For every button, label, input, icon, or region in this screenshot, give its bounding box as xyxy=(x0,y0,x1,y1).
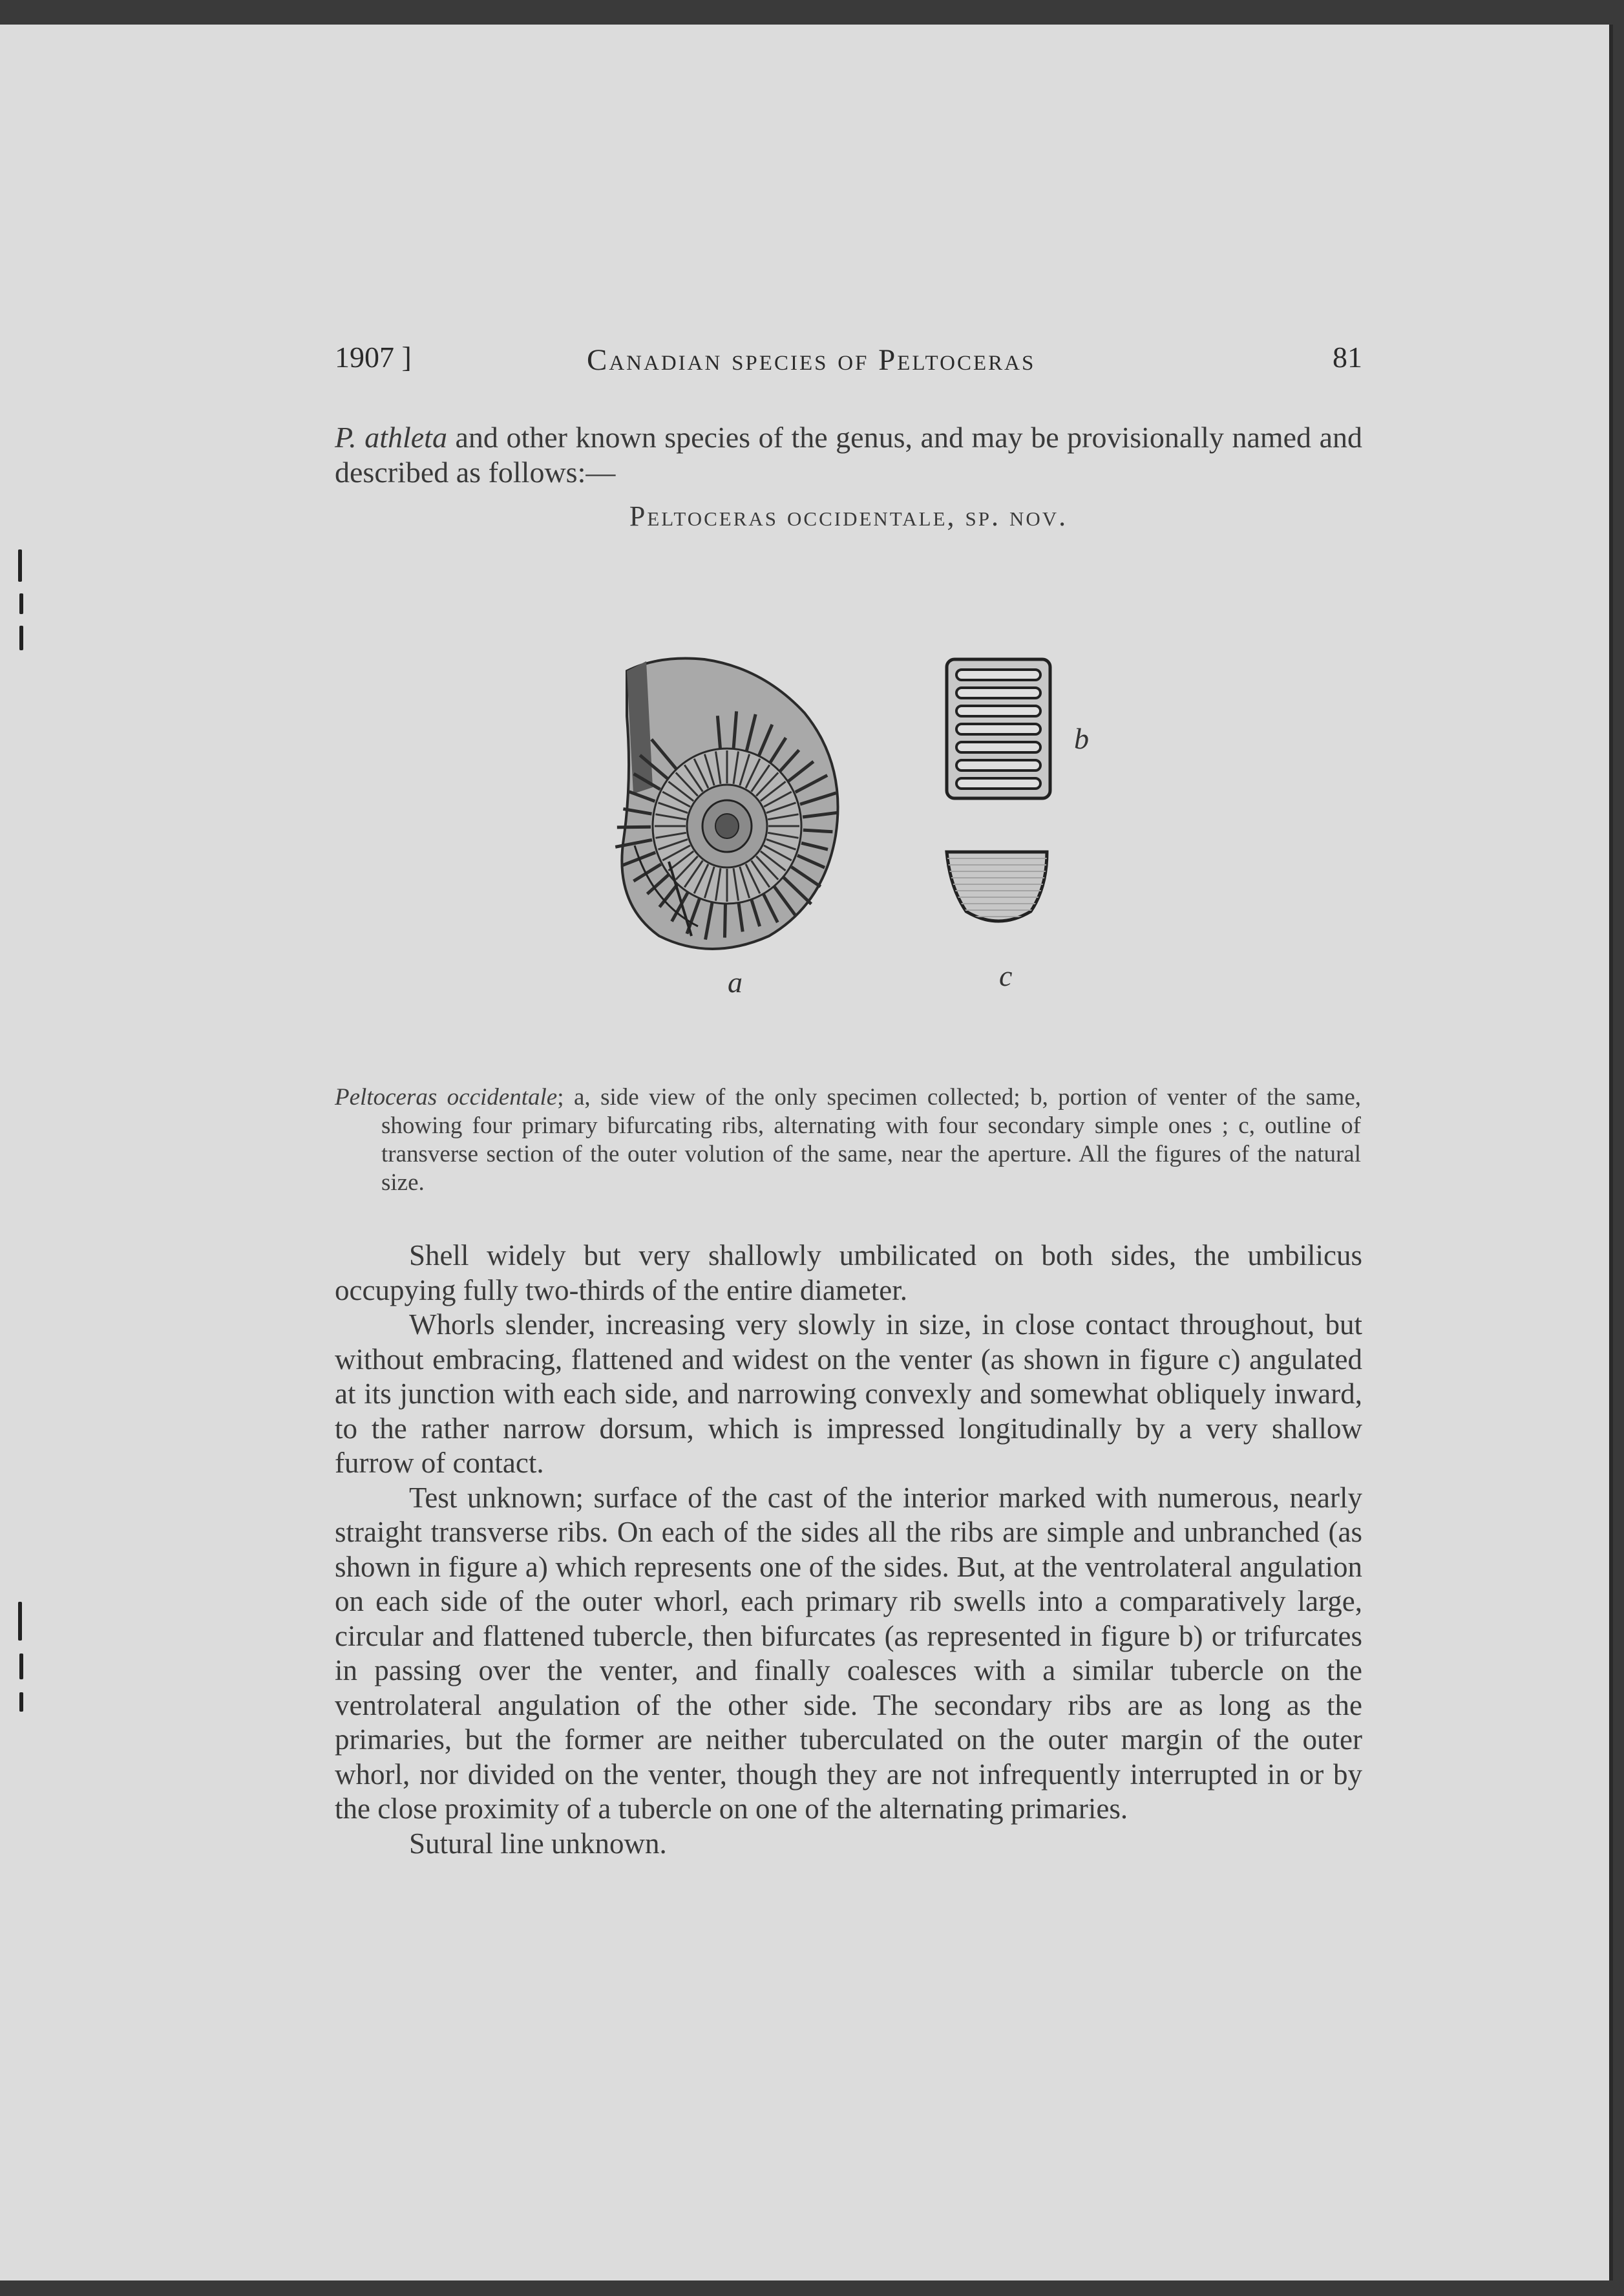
ammonite-illustration xyxy=(607,632,1099,1020)
caption-species-name: Peltoceras occidentale xyxy=(335,1084,558,1111)
running-header xyxy=(335,340,1362,379)
paragraph-test-ribs: Test unknown; surface of the cast of the interior marked with numerous, nearly straight transverse ribs. On each of the sides all the ribs are simple and unbranched (as shown in figure a) which represents one of the sides. But, at the ventrolateral angulation on each side of the outer whorl, each primary rib swells into a comparatively large, circular and flattened tubercle, then bifurcates (as represented in figure b) or trifurcates in passing over the venter, and finally coalesces with a similar tubercle on the ventrolateral angulation of the other side. The secondary ribs are as long as the primaries, but the former are neither tuberculated on the outer margin of the outer whorl, nor divided on the venter, though they are not infrequently interrupted in or by the close proximity of a tubercle on one of the alternating primaries. xyxy=(335,1481,1362,1825)
fossil-figure xyxy=(607,632,1099,1020)
lead-paragraph xyxy=(335,420,1362,490)
paragraph-whorls: Whorls slender, increasing very slowly in size, in close contact throughout, but without embracing, flattened and widest on the venter (as shown in figure c) angulated at its junction with each side, and narrowing convexly and somewhat obliquely inward, to the rather narrow dorsum, which is impressed longitudinally by a very shallow furrow of contact. xyxy=(335,1308,1362,1479)
figure-caption xyxy=(335,1083,1361,1197)
paragraph-shell: Shell widely but very shallowly umbilicated on both sides, the umbilicus occupying fully two-thirds of the entire diameter. xyxy=(335,1239,1362,1306)
header-year: 1907 ] xyxy=(335,341,412,374)
figure-c-transverse-section xyxy=(944,852,1053,923)
lead-species-reference: P. athleta xyxy=(335,421,447,454)
figure-label-c: c xyxy=(999,959,1013,992)
species-heading: Peltoceras occidentale, sp. nov. xyxy=(629,500,1068,532)
header-running-title: Canadian species of Peltoceras xyxy=(587,343,1036,377)
paragraph-sutural-line: Sutural line unknown. xyxy=(409,1827,667,1860)
figure-label-a: a xyxy=(728,966,743,999)
lead-text: and other known species of the genus, and may be provisionally named and described as follows:— xyxy=(335,421,1363,489)
figure-label-b: b xyxy=(1074,722,1089,755)
caption-text: ; a, side view of the only specimen collected; b, portion of venter of the same, showing four primary bifurcating ribs, alternating with four secondary simple ones ; c, outline of transverse section of the outer volution of the same, near the aperture. All the figures of the natural size. xyxy=(381,1084,1361,1196)
binding-edge-marks xyxy=(0,25,26,2280)
book-page xyxy=(0,25,1613,2280)
figure-b-venter-portion xyxy=(947,659,1050,798)
description-body xyxy=(335,1238,1362,1861)
page-number: 81 xyxy=(1333,341,1362,374)
figure-a-shell-side-view xyxy=(615,658,838,949)
